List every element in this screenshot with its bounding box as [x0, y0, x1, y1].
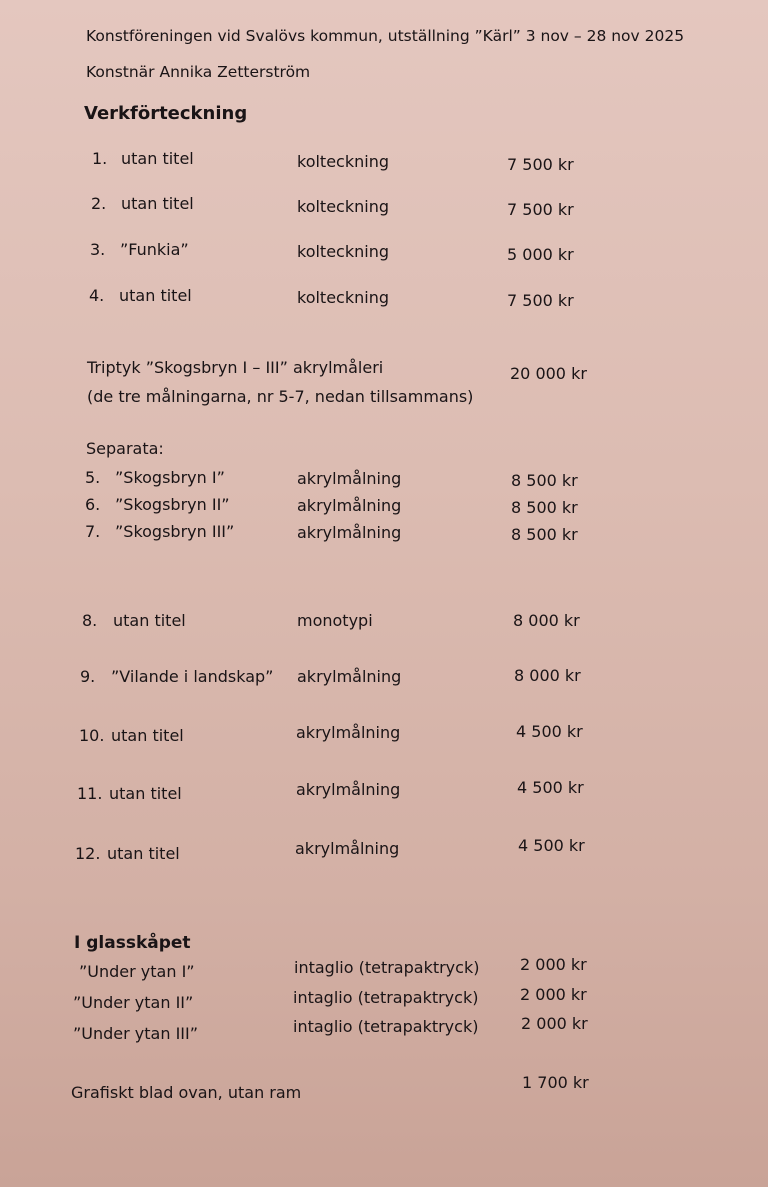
work-title: ”Vilande i landskap”: [111, 667, 274, 686]
work-price: 8 500 kr: [511, 498, 578, 517]
work-technique: akrylmålning: [297, 496, 402, 515]
work-technique: kolteckning: [297, 288, 389, 307]
separata-label: Separata:: [86, 439, 164, 458]
work-technique: intaglio (tetrapaktryck): [293, 988, 479, 1007]
work-number: 5.: [85, 468, 101, 487]
work-price: 8 500 kr: [511, 471, 578, 490]
work-price: 4 500 kr: [517, 778, 584, 797]
work-title: ”Under ytan I”: [79, 962, 195, 981]
work-technique: monotypi: [297, 611, 373, 630]
work-price: 4 500 kr: [518, 836, 585, 855]
work-number: 1.: [92, 149, 108, 168]
work-number: 2.: [91, 194, 107, 213]
work-number: 11.: [77, 784, 103, 803]
work-price: 8 500 kr: [511, 525, 578, 544]
work-technique: akrylmålning: [297, 469, 402, 488]
artist-line: Konstnär Annika Zetterström: [86, 63, 311, 81]
work-price: 2 000 kr: [520, 985, 587, 1004]
work-title: ”Skogsbryn II”: [115, 495, 230, 514]
work-title: utan titel: [111, 726, 184, 745]
triptych-price: 20 000 kr: [510, 364, 587, 383]
work-technique: akrylmålning: [296, 780, 401, 799]
work-technique: akrylmålning: [296, 723, 401, 742]
work-title: ”Funkia”: [120, 240, 189, 259]
work-price: 7 500 kr: [507, 200, 574, 219]
work-price: 4 500 kr: [516, 722, 583, 741]
work-title: ”Skogsbryn I”: [115, 468, 225, 487]
work-number: 3.: [90, 240, 106, 259]
work-technique: kolteckning: [297, 242, 389, 261]
footer-text: Grafiskt blad ovan, utan ram: [71, 1083, 302, 1102]
work-price: 8 000 kr: [514, 666, 581, 685]
exhibition-line: Konstföreningen vid Svalövs kommun, utställning ”Kärl” 3 nov – 28 nov 2025: [86, 27, 685, 45]
work-title: utan titel: [121, 149, 194, 168]
work-price: 5 000 kr: [507, 245, 574, 264]
work-technique: kolteckning: [297, 152, 389, 171]
work-title: utan titel: [119, 286, 192, 305]
work-technique: akrylmålning: [295, 839, 400, 858]
work-number: 6.: [85, 495, 101, 514]
triptych-note: (de tre målningarna, nr 5-7, nedan tillsammans): [87, 387, 474, 406]
work-title: ”Under ytan III”: [73, 1024, 199, 1043]
work-price: 8 000 kr: [513, 611, 580, 630]
work-technique: akrylmålning: [297, 523, 402, 542]
work-title: ”Under ytan II”: [73, 993, 194, 1012]
triptych-line: Triptyk ”Skogsbryn I – III” akrylmåleri: [87, 358, 384, 377]
work-number: 12.: [75, 844, 101, 863]
footer-price: 1 700 kr: [522, 1073, 589, 1092]
work-number: 10.: [79, 726, 105, 745]
work-price: 7 500 kr: [507, 155, 574, 174]
work-title: utan titel: [121, 194, 194, 213]
work-technique: intaglio (tetrapaktryck): [293, 1017, 479, 1036]
work-price: 2 000 kr: [521, 1014, 588, 1033]
work-number: 7.: [85, 522, 101, 541]
work-number: 8.: [82, 611, 98, 630]
work-title: utan titel: [113, 611, 186, 630]
work-number: 4.: [89, 286, 105, 305]
glasscase-heading: I glasskåpet: [74, 933, 191, 953]
work-title: utan titel: [107, 844, 180, 863]
work-technique: kolteckning: [297, 197, 389, 216]
work-number: 9.: [80, 667, 96, 686]
work-title: ”Skogsbryn III”: [115, 522, 235, 541]
work-title: utan titel: [109, 784, 182, 803]
work-price: 7 500 kr: [507, 291, 574, 310]
page-heading: Verkförteckning: [84, 103, 248, 124]
work-technique: akrylmålning: [297, 667, 402, 686]
work-technique: intaglio (tetrapaktryck): [294, 958, 480, 977]
work-price: 2 000 kr: [520, 955, 587, 974]
